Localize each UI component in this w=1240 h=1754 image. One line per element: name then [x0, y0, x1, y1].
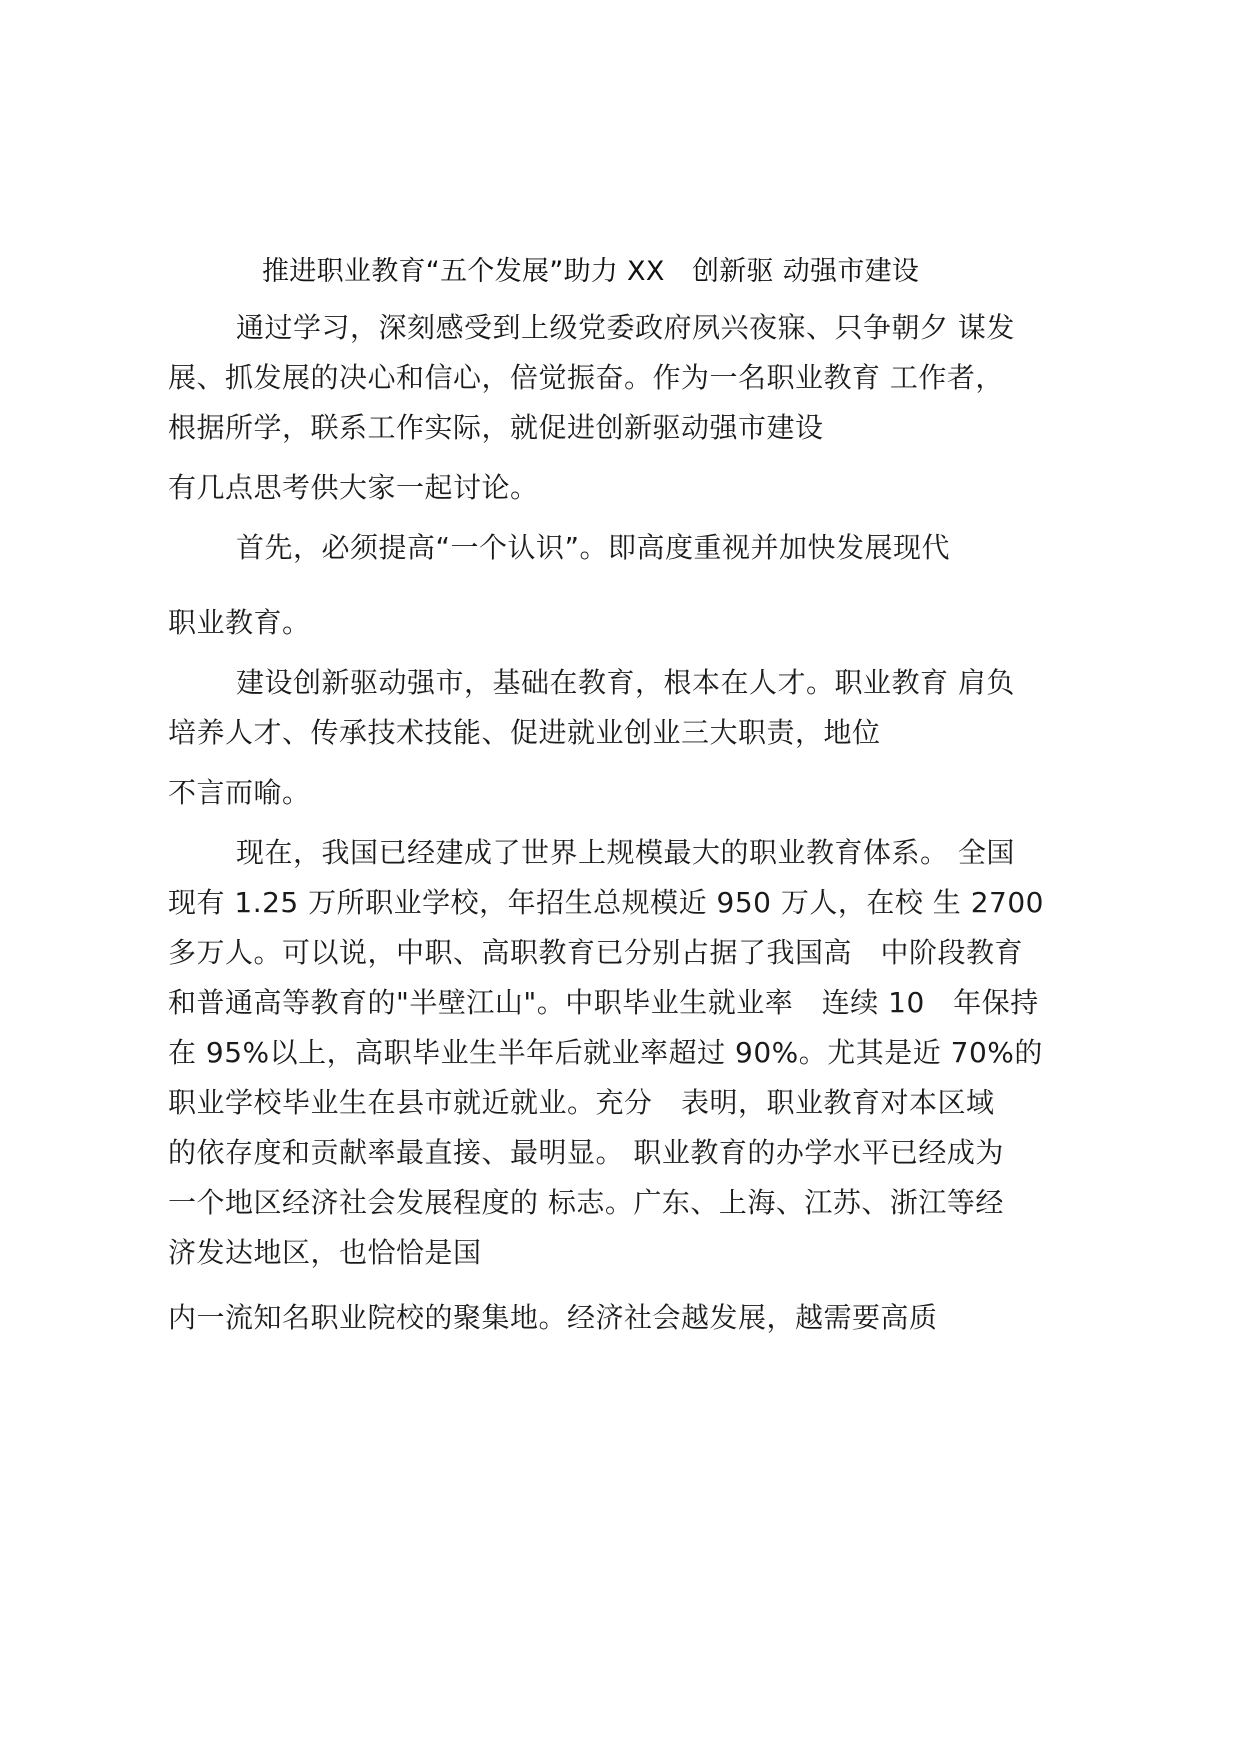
paragraph-line: 济发达地区，也恰恰是国	[168, 1236, 482, 1269]
paragraph-line: 建设创新驱动强市，基础在教育，根本在人才。职业教育 肩负	[236, 666, 1015, 699]
paragraph-line: 的依存度和贡献率最直接、最明显。 职业教育的办学水平已经成为	[168, 1136, 1004, 1169]
paragraph-line: 多万人。可以说，中职、高职教育已分别占据了我国高 中阶段教育	[168, 936, 1024, 969]
paragraph-line: 职业教育。	[168, 606, 311, 639]
paragraph-line: 首先，必须提高“一个认识”。即高度重视并加快发展现代	[236, 531, 951, 564]
paragraph-line: 内一流知名职业院校的聚集地。经济社会越发展，越需要高质	[168, 1301, 938, 1334]
paragraph-line: 现在，我国已经建成了世界上规模最大的职业教育体系。 全国	[236, 836, 1015, 869]
paragraph-line: 和普通高等教育的"半壁江山"。中职毕业生就业率 连续 10 年保持	[168, 986, 1039, 1019]
paragraph-line: 职业学校毕业生在县市就近就业。充分 表明，职业教育对本区域	[168, 1086, 995, 1119]
paragraph-line: 现有 1.25 万所职业学校，年招生总规模近 950 万人，在校 生 2700	[168, 886, 1044, 919]
document-title: 推进职业教育“五个发展”助力 XX 创新驱 动强市建设	[262, 256, 920, 287]
paragraph-line: 有几点思考供大家一起讨论。	[168, 471, 539, 504]
paragraph-line: 一个地区经济社会发展程度的 标志。广东、上海、江苏、浙江等经	[168, 1186, 1004, 1219]
paragraph-line: 不言而喻。	[168, 776, 311, 809]
paragraph-line: 根据所学，联系工作实际，就促进创新驱动强市建设	[168, 411, 824, 444]
paragraph-line: 通过学习，深刻感受到上级党委政府夙兴夜寐、只争朝夕 谋发	[236, 311, 1015, 344]
paragraph-line: 在 95%以上，高职毕业生半年后就业率超过 90%。尤其是近 70%的	[168, 1036, 1043, 1069]
paragraph-line: 培养人才、传承技术技能、促进就业创业三大职责，地位	[168, 716, 881, 749]
paragraph-line: 展、抓发展的决心和信心，倍觉振奋。作为一名职业教育 工作者，	[168, 361, 1004, 394]
